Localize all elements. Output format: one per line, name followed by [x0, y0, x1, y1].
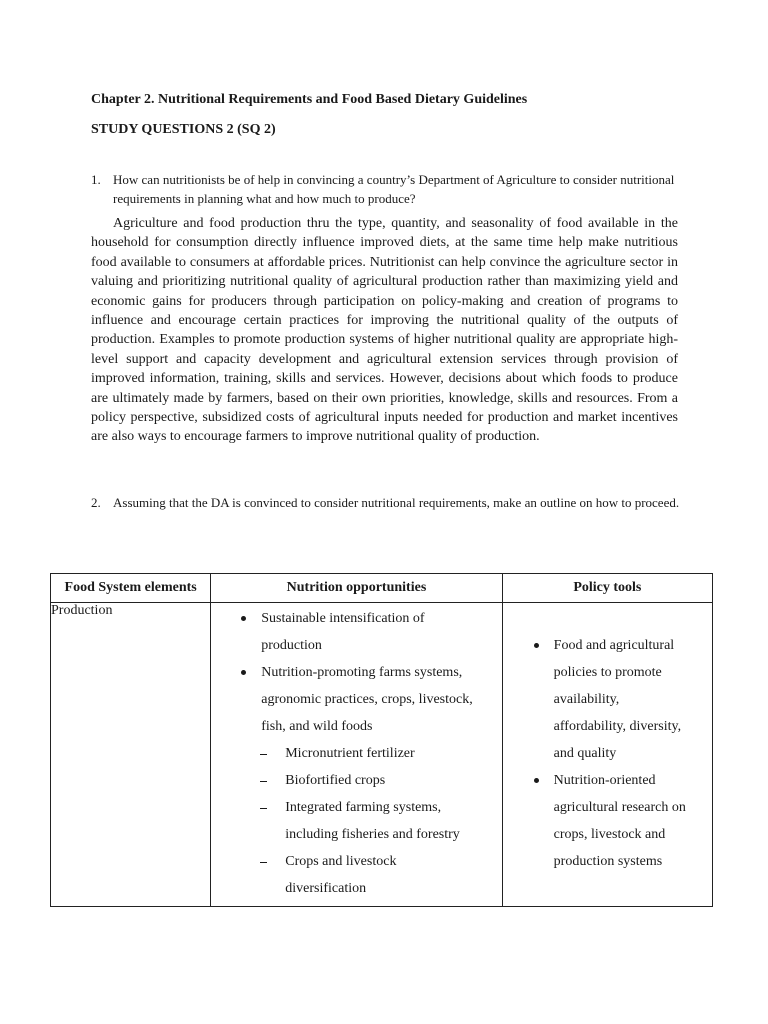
chapter-title: Chapter 2. Nutritional Requirements and Food Based Dietary Guidelines [91, 92, 528, 107]
bullet-dot-icon [534, 778, 539, 783]
table-header-row [51, 574, 713, 603]
outline-table [50, 573, 713, 907]
bullet-dot-icon [241, 616, 246, 621]
study-questions-heading: STUDY QUESTIONS 2 (SQ 2) [91, 122, 276, 137]
bullet-item-continuation [503, 686, 712, 713]
bullet-dot-icon [241, 670, 246, 675]
bullet-item-continuation [211, 632, 501, 659]
bullet-item-continuation [503, 848, 712, 875]
dash-bullet-icon [260, 808, 267, 809]
dash-item-continuation [211, 821, 501, 848]
bullet-dot-icon [534, 643, 539, 648]
bullet-item [503, 767, 712, 794]
answer-paragraph: Agriculture and food production thru the type, quantity, and seasonality of food available in the household for consumption directly influence improved diets, at the same time help make nutritious food available to consumers at affordable prices. Nutritionist can help convince the agriculture sector in valuing and prioritizing nutritional quality of agricultural production rather than maximizing yield and economic gains for producers through participation on policy-making and creation of programs to influence and encourage certain practices for improving the nutritional quality of the outputs of production. Examples to promote production systems of higher nutritional quality are appropriate high-level support and capacity development and agricultural extension services through provision of improved information, training, skills and services. However, decisions about which foods to produce are ultimately made by farmers, based on their own priorities, knowledge, skills and resources. From a policy perspective, subsidized costs of agricultural inputs needed for production and market incentives are also ways to encourage farmers to improve nutritional quality of production. [91, 216, 678, 445]
bullet-item-continuation [503, 713, 712, 740]
list-item-text: production [261, 638, 322, 653]
list-item-text: including fisheries and forestry [285, 827, 460, 842]
policy-tools-list [503, 603, 712, 879]
list-item-text: production systems [553, 854, 663, 869]
question-2 [91, 493, 691, 512]
bullet-item [211, 659, 501, 686]
food-system-element-cell: Production [51, 603, 211, 907]
question-text: Assuming that the DA is convinced to consider nutritional requirements, make an outline on how to proceed. [113, 495, 680, 510]
policy-tools-cell [502, 603, 712, 907]
bullet-item [211, 605, 501, 632]
dash-item [211, 740, 501, 767]
dash-item-continuation [211, 875, 501, 902]
question-number: 2. [91, 495, 101, 510]
dash-bullet-icon [260, 781, 267, 782]
dash-bullet-icon [260, 862, 267, 863]
dash-bullet-icon [260, 754, 267, 755]
list-item-text: availability, [553, 692, 620, 707]
bullet-item-continuation [211, 686, 501, 713]
table-row [51, 603, 713, 907]
list-item-text: Micronutrient fertilizer [285, 746, 415, 761]
bullet-item-continuation [503, 794, 712, 821]
list-item-text: Sustainable intensification of [261, 611, 425, 626]
header-food-system-elements: Food System elements [51, 574, 211, 603]
dash-item [211, 848, 501, 875]
question-number: 1. [91, 172, 101, 187]
dash-item [211, 794, 501, 821]
list-item-text: Food and agricultural [553, 638, 675, 653]
bullet-item-continuation [503, 740, 712, 767]
nutrition-opportunities-cell [211, 603, 502, 907]
header-policy-tools: Policy tools [502, 574, 712, 603]
bullet-item-continuation [211, 713, 501, 740]
bullet-item-continuation [503, 659, 712, 686]
dash-item [211, 767, 501, 794]
header-nutrition-opportunities: Nutrition opportunities [211, 574, 502, 603]
list-item-text: Nutrition-oriented [553, 773, 656, 788]
bullet-item [503, 632, 712, 659]
list-item-text: Crops and livestock [285, 854, 397, 869]
nutrition-opportunities-list [211, 603, 501, 906]
list-item-text: agronomic practices, crops, livestock, [261, 692, 473, 707]
question-text: How can nutritionists be of help in convincing a country’s Department of Agriculture to consider nutritional requirements in planning what and how much to produce? [113, 172, 675, 206]
list-item-text: affordability, diversity, [553, 719, 682, 734]
list-item-text: Biofortified crops [285, 773, 386, 788]
list-item-text: fish, and wild foods [261, 719, 373, 734]
bullet-item-continuation [503, 821, 712, 848]
list-item-text: and quality [553, 746, 617, 761]
list-item-text: Integrated farming systems, [285, 800, 442, 815]
question-1 [91, 170, 691, 208]
list-item-text: agricultural research on [553, 800, 686, 815]
list-item-text: policies to promote [553, 665, 662, 680]
list-item-text: diversification [285, 881, 367, 896]
list-item-text: Nutrition-promoting farms systems, [261, 665, 463, 680]
list-item-text: crops, livestock and [553, 827, 666, 842]
